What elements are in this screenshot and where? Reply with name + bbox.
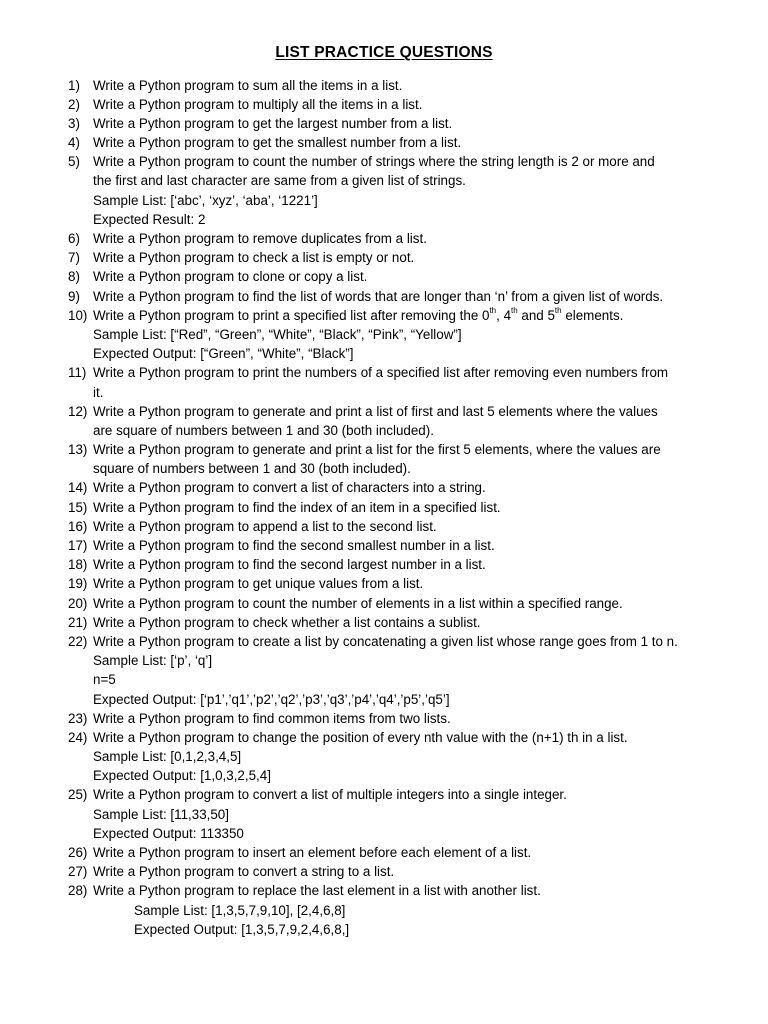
question-item <box>68 862 728 881</box>
question-continuation <box>68 690 728 709</box>
page-title-text: LIST PRACTICE QUESTIONS <box>275 44 493 61</box>
question-text: Sample List: [“Red”, “Green”, “White”, “Black”, “Pink”, “Yellow”] <box>93 326 462 342</box>
question-item <box>68 498 728 517</box>
question-text: Write a Python program to find the second largest number in a list. <box>93 557 486 573</box>
question-item <box>68 76 728 95</box>
question-item <box>68 478 728 497</box>
question-number: 5) <box>68 154 80 170</box>
question-text: Sample List: [‘p’, ‘q’] <box>93 653 213 669</box>
question-text: Write a Python program to generate and print a list of first and last 5 elements where the values <box>93 403 658 419</box>
question-text: are square of numbers between 1 and 30 (both included). <box>93 422 434 438</box>
question-text: Write a Python program to create a list by concatenating a given list whose range goes from 1 to n. <box>93 633 678 649</box>
question-item <box>68 267 728 286</box>
question-text: it. <box>93 384 104 400</box>
question-number: 17) <box>68 538 88 553</box>
question-number: 19) <box>68 576 88 592</box>
ordinal-superscript: th <box>489 306 497 316</box>
question-item <box>68 402 728 421</box>
question-continuation <box>68 383 728 402</box>
question-text: square of numbers between 1 and 30 (both included). <box>93 461 411 477</box>
question-number: 3) <box>68 115 80 131</box>
question-text: Write a Python program to sum all the items in a list. <box>93 77 403 93</box>
question-text: Write a Python program to find the second smallest number in a list. <box>93 538 495 553</box>
question-number: 20) <box>68 595 88 611</box>
question-item <box>68 594 728 613</box>
question-item <box>68 114 728 133</box>
question-text: Expected Result: 2 <box>93 211 206 227</box>
question-number: 13) <box>68 442 88 458</box>
text-segment: Write a Python program to print a specified list after removing the 0 <box>93 307 490 323</box>
question-text: Write a Python program to append a list to the second list. <box>93 518 437 534</box>
question-text: Write a Python program to count the number of strings where the string length is 2 or more and <box>93 154 655 170</box>
question-item <box>68 574 728 593</box>
question-text: n=5 <box>93 672 116 688</box>
question-number: 28) <box>68 883 88 899</box>
question-text: Sample List: [11,33,50] <box>93 806 229 822</box>
question-continuation <box>68 325 728 344</box>
question-text: Write a Python program to find the list of words that are longer than ‘n’ from a given list of words. <box>93 288 664 304</box>
question-continuation <box>68 901 728 920</box>
question-continuation <box>68 920 728 939</box>
question-item <box>68 785 728 804</box>
question-number: 9) <box>68 288 80 304</box>
question-number: 12) <box>68 403 88 419</box>
question-continuation <box>68 421 728 440</box>
question-text: Write a Python program to print the numbers of a specified list after removing even numbers from <box>93 365 669 381</box>
question-item <box>68 440 728 459</box>
question-text: Sample List: [1,3,5,7,9,10], [2,4,6,8] <box>134 902 346 918</box>
question-text: the first and last character are same from a given list of strings. <box>93 173 466 189</box>
question-item <box>68 95 728 114</box>
question-item <box>68 613 728 632</box>
question-text: Expected Output: 113350 <box>93 825 244 841</box>
question-number: 16) <box>68 518 88 534</box>
question-number: 2) <box>68 96 80 112</box>
question-item <box>68 536 728 555</box>
question-continuation <box>68 747 728 766</box>
question-number: 11) <box>68 365 87 381</box>
question-item <box>68 287 728 306</box>
question-continuation <box>68 210 728 229</box>
question-item <box>68 632 728 651</box>
question-text: Write a Python program to generate and print a list for the first 5 elements, where the values are <box>93 442 661 458</box>
text-segment: and 5 <box>517 307 555 323</box>
question-text: Write a Python program to convert a list of characters into a string. <box>93 480 486 496</box>
question-text: Write a Python program to check whether a list contains a sublist. <box>93 614 481 630</box>
question-text: Write a Python program to find the index of an item in a specified list. <box>93 499 501 515</box>
question-continuation <box>68 766 728 785</box>
ordinal-superscript: th <box>511 306 518 316</box>
question-text: Expected Output: [‘p1’,’q1’,’p2’,’q2’,’p3’,’q3’,’p4’,’q4’,’p5’,’q5’] <box>93 691 450 707</box>
question-text: Write a Python program to remove duplicates from a list. <box>93 231 427 246</box>
question-text: Write a Python program to get the largest number from a list. <box>93 115 453 131</box>
question-text: Expected Output: [1,0,3,2,5,4] <box>93 768 271 784</box>
question-list <box>68 76 728 939</box>
question-number: 18) <box>68 557 88 573</box>
question-number: 23) <box>68 710 88 726</box>
question-number: 21) <box>68 614 88 630</box>
question-number: 8) <box>68 269 80 285</box>
question-item <box>68 555 728 574</box>
question-continuation <box>68 824 728 843</box>
question-item <box>68 517 728 536</box>
ordinal-superscript: th <box>554 306 562 316</box>
question-number: 15) <box>68 499 88 515</box>
question-number: 6) <box>68 231 80 246</box>
question-text: Write a Python program to find common items from two lists. <box>93 710 451 726</box>
question-number: 25) <box>68 787 88 803</box>
text-segment: , 4 <box>496 307 512 323</box>
question-text: Write a Python program to multiply all the items in a list. <box>93 96 423 112</box>
question-number: 10) <box>68 307 88 323</box>
question-text: Write a Python program to get the smallest number from a list. <box>93 135 462 151</box>
page-title <box>0 44 768 62</box>
question-text: Write a Python program to count the number of elements in a list within a specified range. <box>93 595 623 611</box>
question-item <box>68 133 728 152</box>
question-text <box>93 306 623 325</box>
question-text: Write a Python program to get unique values from a list. <box>93 576 424 592</box>
question-text: Write a Python program to convert a string to a list. <box>93 864 395 880</box>
question-text: Write a Python program to replace the last element in a list with another list. <box>93 883 541 899</box>
question-item <box>68 306 728 325</box>
question-item <box>68 843 728 862</box>
question-text: Expected Output: [“Green”, “White”, “Black”] <box>93 346 354 362</box>
question-continuation <box>68 344 728 363</box>
question-number: 27) <box>68 864 88 880</box>
question-text: Sample List: [0,1,2,3,4,5] <box>93 749 242 765</box>
question-text: Expected Output: [1,3,5,7,9,2,4,6,8,] <box>134 921 350 937</box>
question-number: 24) <box>68 729 88 745</box>
question-number: 14) <box>68 480 88 496</box>
question-number: 7) <box>68 250 80 266</box>
question-item <box>68 248 728 267</box>
question-item <box>68 728 728 747</box>
question-text: Write a Python program to check a list is empty or not. <box>93 250 415 266</box>
question-item <box>68 152 728 171</box>
question-number: 4) <box>68 135 80 151</box>
question-item <box>68 229 728 248</box>
question-number: 26) <box>68 845 88 860</box>
question-number: 1) <box>68 77 80 93</box>
question-number: 22) <box>68 633 88 649</box>
question-item <box>68 881 728 900</box>
question-continuation <box>68 191 728 210</box>
question-text: Write a Python program to change the position of every nth value with the (n+1) th in a list. <box>93 729 628 745</box>
text-segment: elements. <box>561 307 624 323</box>
question-text: Sample List: [‘abc’, ‘xyz’, ‘aba’, ‘1221’] <box>93 192 318 208</box>
question-text: Write a Python program to clone or copy a list. <box>93 269 368 285</box>
question-text: Write a Python program to insert an element before each element of a list. <box>93 845 532 860</box>
question-item <box>68 363 728 382</box>
question-text: Write a Python program to convert a list of multiple integers into a single integer. <box>93 787 567 803</box>
question-item <box>68 709 728 728</box>
question-continuation <box>68 805 728 824</box>
question-continuation <box>68 651 728 670</box>
question-continuation <box>68 670 728 689</box>
question-continuation <box>68 171 728 190</box>
question-continuation <box>68 459 728 478</box>
